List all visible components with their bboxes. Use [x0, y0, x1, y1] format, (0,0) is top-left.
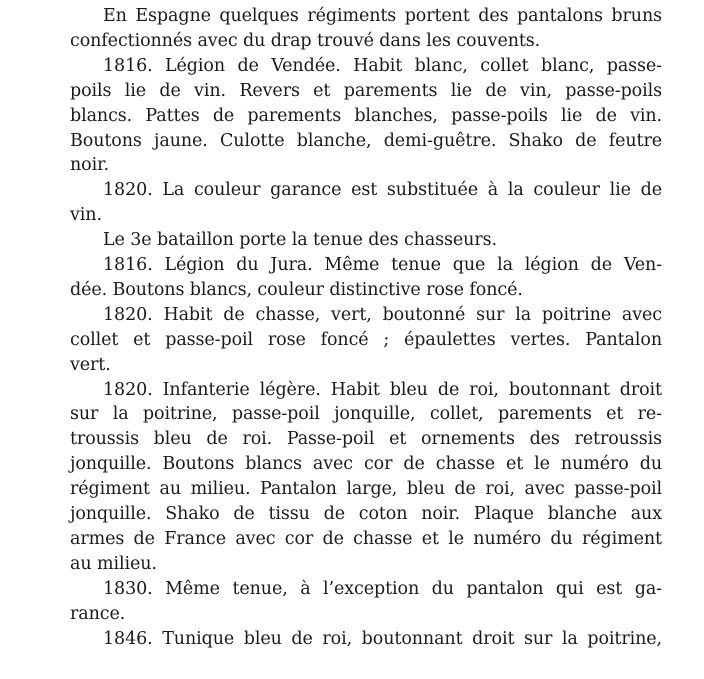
text-line: Boutons jaune. Culotte blanche, demi-guêtre. Shako de feutre [70, 130, 662, 151]
text-line: confectionnés avec du drap trouvé dans les couvents. [70, 30, 541, 51]
text-line: rance. [70, 603, 126, 624]
text-line: sur la poitrine, passe-poil jonquille, collet, parements et re- [70, 404, 662, 425]
text-line: 1820. Habit de chasse, vert, boutonné sur la poitrine avec [103, 304, 662, 325]
text-line: noir. [70, 155, 109, 176]
text-line: 1830. Même tenue, à l’exception du pantalon qui est ga- [103, 578, 662, 599]
text-line: 1846. Tunique bleu de roi, boutonnant droit sur la poitrine, [103, 628, 662, 649]
text-line: 1816. Légion du Jura. Même tenue que la légion de Ven- [103, 255, 662, 275]
text-line: Le 3e bataillon porte la tenue des chasseurs. [103, 230, 497, 251]
text-line: 1816. Légion de Vendée. Habit blanc, collet blanc, passe- [103, 55, 662, 76]
text-line: vert. [70, 354, 111, 375]
text-line: jonquille. Shako de tissu de coton noir. Plaque blanche aux [70, 504, 662, 524]
text-line: blancs. Pattes de parements blanches, passe-poils lie de vin. [70, 105, 662, 126]
text-line: dée. Boutons blancs, couleur distinctive rose foncé. [70, 279, 523, 300]
text-line: En Espagne quelques régiments portent des pantalons bruns [103, 6, 662, 26]
text-line: troussis bleu de roi. Passe-poil et ornements des retroussis [70, 429, 662, 450]
text-line: vin. [70, 205, 102, 226]
text-line: 1820. La couleur garance est substituée à la couleur lie de [103, 180, 662, 201]
text-line: régiment au milieu. Pantalon large, bleu de roi, avec passe-poil [70, 479, 662, 500]
text-line: collet et passe-poil rose foncé ; épaulettes vertes. Pantalon [70, 329, 662, 350]
text-line: poils lie de vin. Revers et parements lie de vin, passe-poils [70, 80, 662, 101]
text-line: jonquille. Boutons blancs avec cor de chasse et le numéro du [70, 454, 662, 475]
text-line: au milieu. [70, 553, 157, 574]
text-line: armes de France avec cor de chasse et le numéro du régiment [70, 528, 662, 549]
text-line: 1820. Infanterie légère. Habit bleu de roi, boutonnant droit [103, 379, 662, 400]
